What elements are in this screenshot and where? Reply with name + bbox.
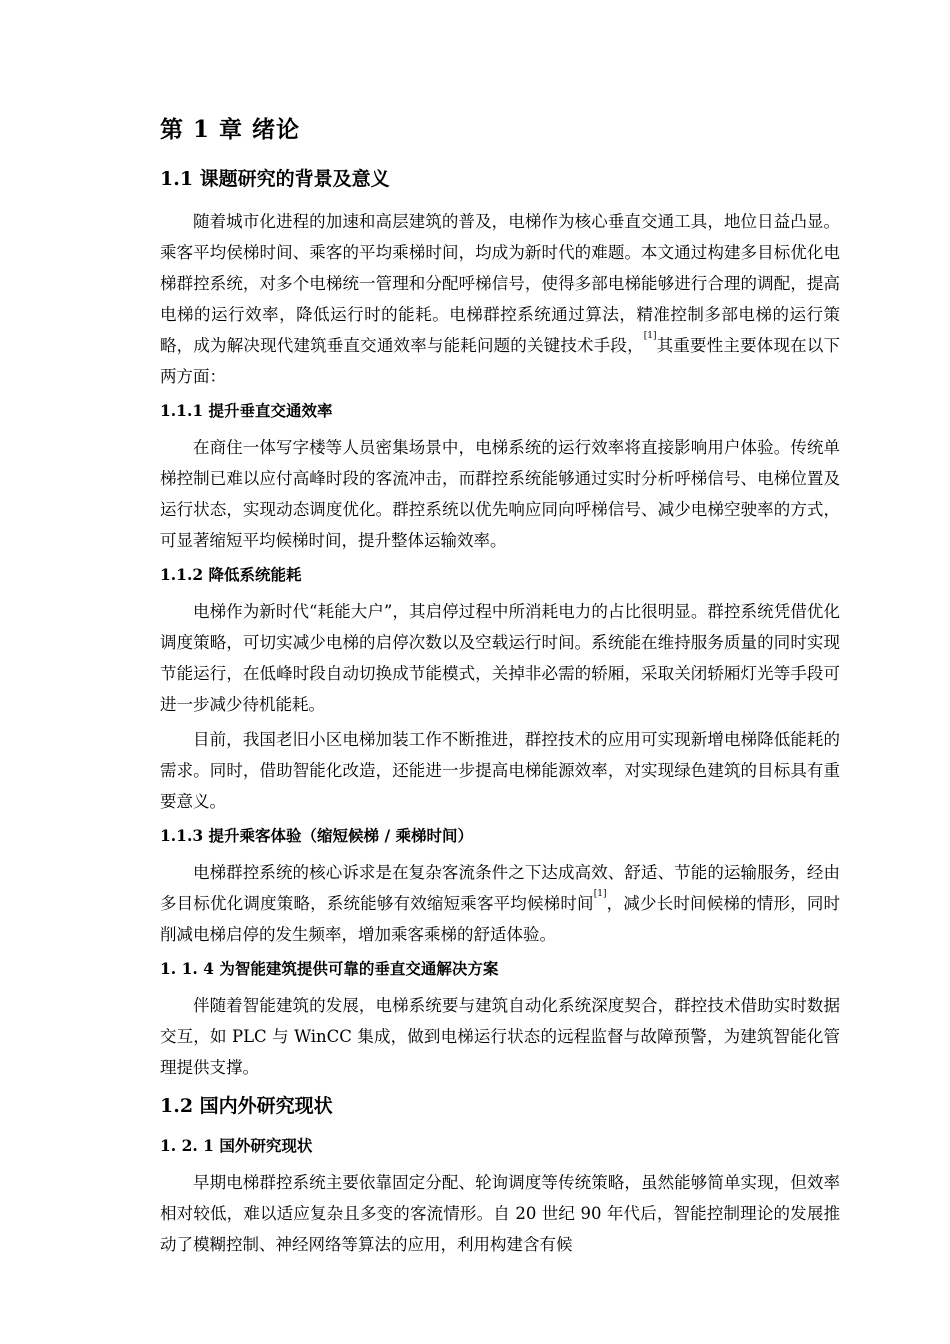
citation-ref: [1]: [643, 331, 657, 341]
section-1-2-heading: 1.2 国内外研究现状: [160, 1095, 333, 1117]
intro-text-a: 随着城市化进程的加速和高层建筑的普及，电梯作为核心垂直交通工具，地位日益凸显。乘客平均侯梯时间、乘客的平均乘梯时间，均成为新时代的难题。本文通过构建多目标优化电梯群控系统，对多个电梯统一管理和分配呼梯信号，使得多部电梯能够进行合理的调配，提高电梯的运行效率，降低运行时的能耗。电梯群控系统通过算法，精准控制多部电梯的运行策略，成为解决现代建筑垂直交通效率与能耗问题的关键技术手段，: [160, 212, 840, 355]
section-1-2-1-heading: 1. 2. 1 国外研究现状: [160, 1136, 313, 1155]
section-1-1-2-paragraph-1: 电梯作为新时代“耗能大户”，其启停过程中所消耗电力的占比很明显。群控系统凭借优化调度策略，可切实减少电梯的启停次数以及空载运行时间。系统能在维持服务质量的同时实现节能运行，在低峰时段自动切换成节能模式，关掉非必需的轿厢，采取关闭轿厢灯光等手段可进一步减少待机能耗。: [160, 602, 840, 714]
section-1-1-1-heading: 1.1.1 提升垂直交通效率: [160, 401, 333, 420]
section-1-1-heading: 1.1 课题研究的背景及意义: [160, 168, 390, 190]
section-1-1-4-paragraph: 伴随着智能建筑的发展，电梯系统要与建筑自动化系统深度契合，群控技术借助实时数据交互，如 PLC 与 WinCC 集成，做到电梯运行状态的远程监督与故障预警，为建筑智能化管理提供支撑。: [160, 996, 840, 1077]
sub3-text-a: 电梯群控系统的核心诉求是在复杂客流条件之下达成高效、舒适、节能的运输服务，经由多目标优化调度策略，系统能够有效缩短乘客平均候梯时间: [160, 863, 840, 913]
section-1-1-4-heading: 1. 1. 4 为智能建筑提供可靠的垂直交通解决方案: [160, 959, 499, 978]
section-1-1-2-heading: 1.1.2 降低系统能耗: [160, 565, 302, 584]
section-1-1-3-paragraph: [160, 857, 840, 950]
page-content: [160, 110, 840, 1264]
section-1-1-intro-paragraph: [160, 206, 840, 392]
sub3-text-b: ，减少长时间候梯的情形，同时削减电梯启停的发生频率，增加乘客乘梯的舒适体验。: [160, 894, 841, 944]
citation-ref: [1]: [593, 889, 607, 899]
section-1-1-2-paragraph-2: 目前，我国老旧小区电梯加装工作不断推进，群控技术的应用可实现新增电梯降低能耗的需求。同时，借助智能化改造，还能进一步提高电梯能源效率，对实现绿色建筑的目标具有重要意义。: [160, 730, 840, 811]
section-1-1-3-heading: 1.1.3 提升乘客体验（缩短候梯 / 乘梯时间）: [160, 826, 473, 845]
intro-text-b: 其重要性主要体现在以下两方面：: [160, 336, 841, 386]
chapter-title: 第 1 章 绪论: [160, 116, 301, 143]
section-1-1-1-paragraph: 在商住一体写字楼等人员密集场景中，电梯系统的运行效率将直接影响用户体验。传统单梯控制已难以应付高峰时段的客流冲击，而群控系统能够通过实时分析呼梯信号、电梯位置及运行状态，实现动态调度优化。群控系统以优先响应同向呼梯信号、减少电梯空驶率的方式，可显著缩短平均候梯时间，提升整体运输效率。: [160, 438, 840, 550]
section-1-2-1-paragraph: 早期电梯群控系统主要依靠固定分配、轮询调度等传统策略，虽然能够简单实现，但效率相对较低，难以适应复杂且多变的客流情形。自 20 世纪 90 年代后，智能控制理论的发展推动了模糊控制、神经网络等算法的应用，利用构建含有候: [160, 1173, 840, 1254]
